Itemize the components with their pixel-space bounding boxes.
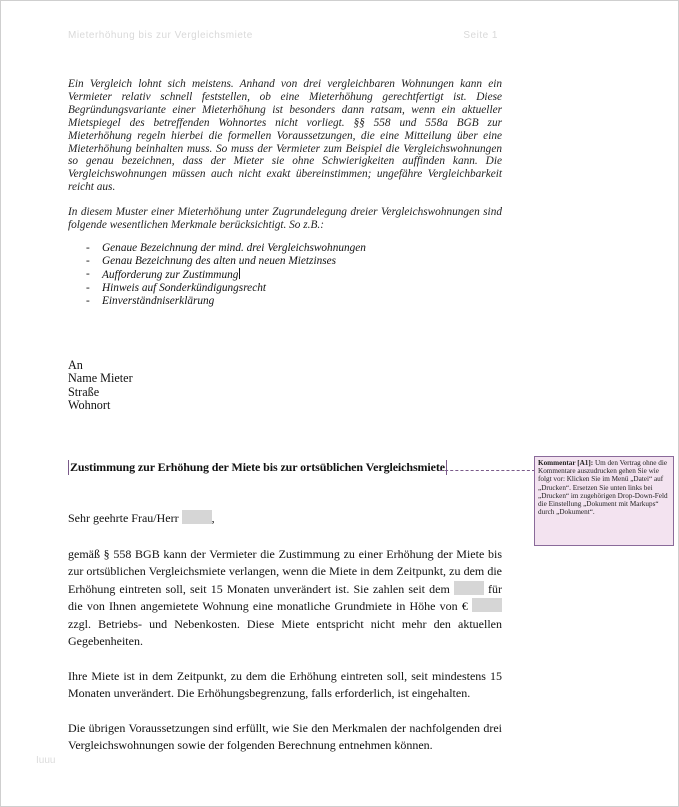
intro-paragraph-2: In diesem Muster einer Mieterhöhung unter Zugrundelegung dreier Vergleichswohnungen sind folgende wesentlichen Merkmale berücksichtigt. So z.B.: [68,206,502,232]
name-form-field[interactable] [182,510,212,524]
rent-amount-form-field[interactable] [472,598,502,612]
letter-subject[interactable]: Zustimmung zur Erhöhung der Miete bis zur ortsüblichen Vergleichsmiete [70,460,446,474]
text-cursor [239,268,240,279]
comment-label: Kommentar [A1]: [538,459,594,467]
feature-checklist [68,242,502,308]
intro-paragraph-1: Ein Vergleich lohnt sich meistens. Anhand von drei vergleichbaren Wohnungen kann ein Vermieter relativ schnell feststellen, ob eine Mieterhöhung gerechtfertigt ist. Diese Begründungsvariante einer Mieterhöhung ist besonders dann ratsam, wenn ein aktueller Mietspiegel des betreffenden Wohnortes nicht vorliegt. §§ 558 und 558a BGB zur Mieterhöhung regeln hierbei die formellen Voraussetzungen, die eine Mitteilung über eine Mieterhöhung beinhalten muss. So muss der Vermieter zum Beispiel die Vergleichswohnungen so genau bezeichnen, dass der Mieter sie ohne Schwierigkeiten auffinden kann. Die Vergleichswohnungen müssen auch nicht exakt übereinstimmen; ungefähre Vergleichbarkeit reicht aus. [68,78,502,194]
intro-section [68,78,502,308]
list-item: - Genau Bezeichnung des alten und neuen Mietzinses [68,255,502,268]
letter-paragraph-3: Die übrigen Voraussetzungen sind erfüllt, wie Sie den Merkmalen der nachfolgenden drei Vergleichswohnungen sowie der folgenden Berechnung entnehmen können. [68,720,502,752]
address-line: Name Mieter [68,371,133,386]
letter-paragraph-1: gemäß § 558 BGB kann der Vermieter die Zustimmung zu einer Erhöhung der Miete bis zur ortsüblichen Vergleichsmiete verlangen, wenn die Miete in dem Zeitpunkt, zu dem die Erhöhung eintreten soll, seit 15 Monaten unverändert ist. Sie zahlen seit dem für die von Ihnen angemietete Wohnung eine monatliche Grundmiete in Höhe von € zzgl. Betriebs- und Nebenkosten. Diese Miete entspricht nicht mehr den aktuellen Gegebenheiten. [68,546,502,648]
comment-connector [440,470,535,471]
letter-body [68,510,502,755]
list-item: - Genaue Bezeichnung der mind. drei Vergleichswohnungen [68,242,502,255]
date-form-field[interactable] [454,581,484,595]
address-line: Straße [68,384,100,399]
page-footer: Iuuu [36,755,56,766]
header-page: Seite 1 [463,30,498,41]
recipient-address [68,359,133,412]
comment-text: Um den Vertrag ohne die Kommentare auszudrucken gehen Sie wie folgt vor: Klicken Sie im Menü „Datei“ auf „Drucken“. Ersetzen Sie unten links bei „Drucken“ im zugehörigen Drop-Down-Feld die Einstellung „Dokument mit Markups“ durch „Dokument“. [538,459,668,517]
header-title: Mieterhöhung bis zur Vergleichsmiete [68,30,253,41]
page-header [68,30,498,41]
list-item: - Aufforderung zur Zustimmung [68,268,502,282]
salutation: Sehr geehrte Frau/Herr , [68,511,215,525]
list-item: - Hinweis auf Sonderkündigungsrecht [68,282,502,295]
address-line: An [68,358,83,372]
list-item: - Einverständniserklärung [68,295,502,308]
address-line: Wohnort [68,397,111,412]
letter-paragraph-2: Ihre Miete ist in dem Zeitpunkt, zu dem die Erhöhung eintreten soll, seit mindestens 15 Monaten unverändert. Die Erhöhungsbegrenzung, falls erforderlich, ist eingehalten. [68,668,502,700]
review-comment-balloon[interactable] [534,456,674,546]
